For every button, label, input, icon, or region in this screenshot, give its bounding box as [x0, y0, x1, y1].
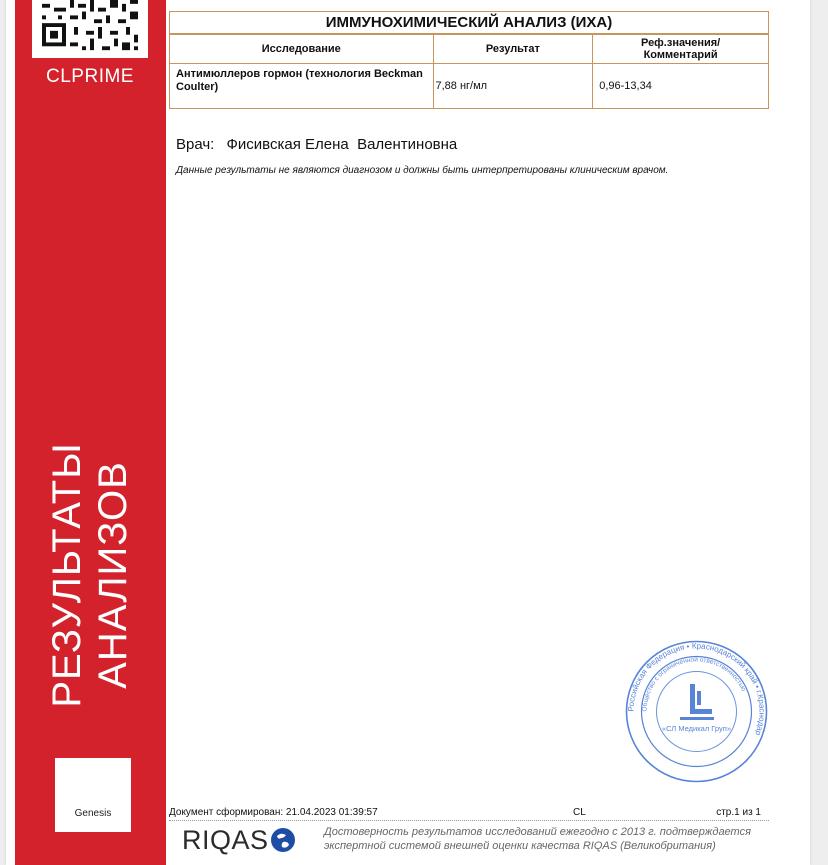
stamp-outer-text: Российская Федерация • Краснодарский край • г.Краснодар: [626, 641, 767, 737]
riqas-logo-text: RIQAS: [182, 824, 269, 855]
page-number: стр.1 из 1: [716, 807, 761, 818]
test-name: Антимюллеров гормон (технология Beckman Coulter): [170, 64, 434, 109]
globe-icon: [270, 827, 296, 853]
results-table: [169, 34, 769, 109]
doctor-label: Врач:: [176, 136, 215, 153]
stamp-logo-icon: [680, 684, 714, 720]
footer-divider: [169, 820, 769, 821]
seal-stamp: [624, 639, 769, 784]
column-header-result: Результат: [433, 35, 593, 64]
genesis-label: Genesis: [74, 808, 112, 819]
report-page: [6, 0, 810, 865]
vertical-title-line1: РЕЗУЛЬТАТЫ: [45, 442, 89, 708]
genesis-logo: [55, 758, 131, 832]
riqas-logo: [182, 822, 296, 858]
column-header-test: Исследование: [170, 35, 434, 64]
column-header-reference: Реф.значения/ Комментарий: [593, 35, 769, 64]
brand-logo: CLPRIME: [46, 66, 134, 87]
disclaimer: Данные результаты не являются диагнозом и должны быть интерпретированы клиническим врачом.: [176, 165, 669, 176]
qr-code-icon: [38, 0, 142, 54]
doctor-name: Фисивская Елена Валентиновна: [226, 136, 458, 153]
table-row: [170, 64, 769, 109]
sidebar: [15, 0, 166, 865]
vertical-title-line2: АНАЛИЗОВ: [91, 461, 135, 689]
test-reference: 0,96-13,34: [593, 64, 769, 109]
stamp-center-text: «СЛ Медикал Груп»: [661, 724, 732, 733]
doctor-line: [176, 136, 457, 153]
table-header: [170, 35, 769, 64]
footer-code: CL: [573, 807, 586, 818]
section-title: ИММУНОХИМИЧЕСКИЙ АНАЛИЗ (ИХА): [169, 11, 769, 34]
riqas-note: Достоверность результатов исследований ежегодно с 2013 г. подтверждается экспертной системой внешней оценки качества RIQAS (Великобритания): [324, 826, 751, 852]
test-result: 7,88 нг/мл: [433, 64, 593, 109]
generated-timestamp: Документ сформирован: 21.04.2023 01:39:57: [169, 807, 378, 818]
qr-code: [32, 0, 148, 58]
sidebar-vertical-title: [44, 442, 136, 707]
stamp-inner-text: Общество с ограниченной ответственностью: [641, 656, 747, 712]
